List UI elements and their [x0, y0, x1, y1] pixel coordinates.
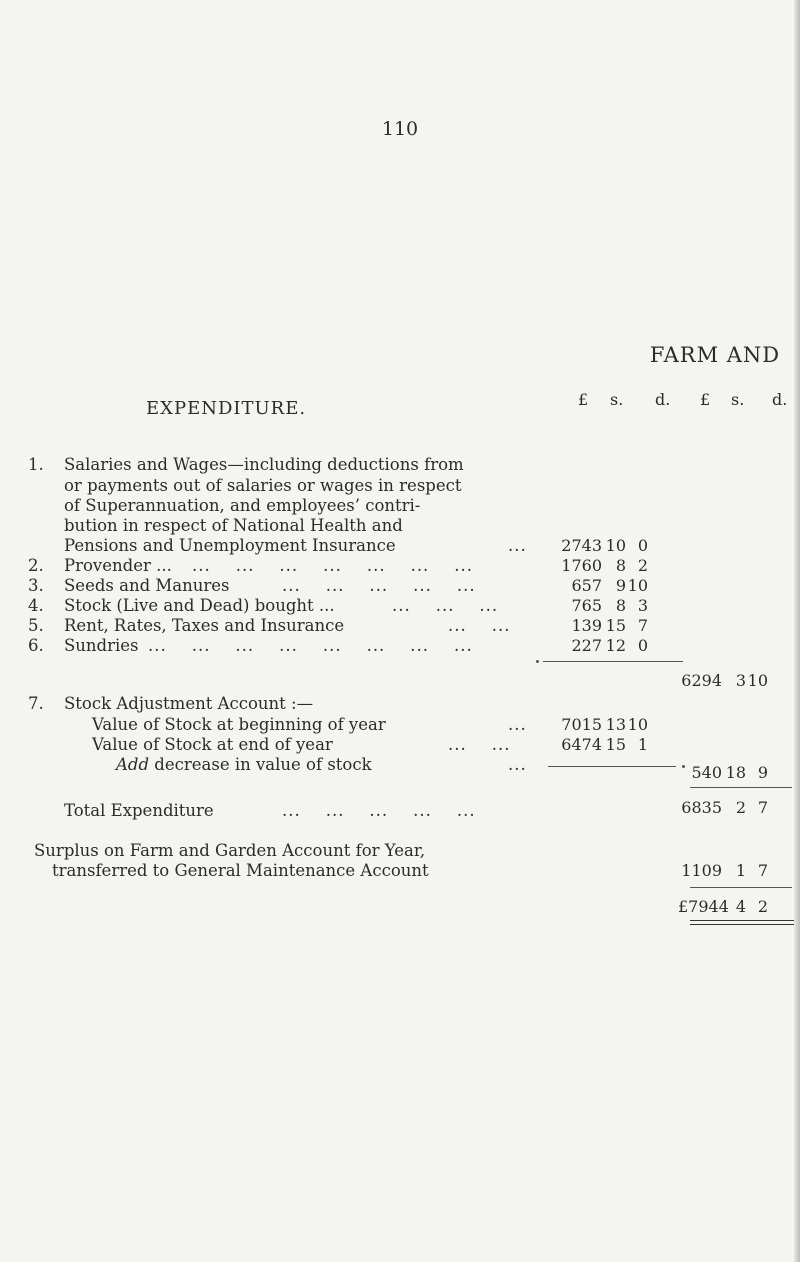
- item-text-line: Seeds and Manures: [64, 576, 230, 595]
- amount-rent-rates: 139 15 7: [571, 616, 648, 635]
- expenditure-title: EXPENDITURE.: [146, 398, 307, 419]
- item-number: 1.: [28, 455, 44, 474]
- amount-total-expenditure: 6835 2 7: [681, 798, 768, 817]
- item-text-line: Stock (Live and Dead) bought ...: [64, 596, 335, 615]
- pence-header-1: d.: [655, 390, 671, 409]
- leader-dots: ... ... ... ... ...: [282, 576, 476, 595]
- item-number: 3.: [28, 576, 44, 595]
- leader-dots: ... ...: [448, 735, 511, 754]
- item-number: 7.: [28, 694, 44, 713]
- subtotal-rule: [543, 661, 683, 662]
- page-edge-shadow: [794, 0, 800, 1262]
- rule-dot: [536, 660, 539, 663]
- leader-dots: ... ... ... ... ... ... ... ...: [148, 636, 473, 655]
- item-number: 4.: [28, 596, 44, 615]
- item-text-line: Pensions and Unemployment Insurance: [64, 536, 396, 555]
- pound-header-2: £: [700, 390, 711, 409]
- stock-adjustment-title: Stock Adjustment Account :—: [64, 694, 314, 713]
- amount-stock-beginning: 7015 13 10: [561, 715, 648, 734]
- shilling-header-1: s.: [610, 390, 624, 409]
- surplus-label-line: Surplus on Farm and Garden Account for Year,: [34, 841, 426, 860]
- amount-seeds: 657 9 10: [571, 576, 648, 595]
- leader-dots: ...: [508, 715, 527, 734]
- pence-header-2: d.: [772, 390, 788, 409]
- amount-salaries: 2743 10 0: [561, 536, 648, 555]
- item-text-line: Salaries and Wages—including deductions from: [64, 455, 464, 474]
- item-number: 6.: [28, 636, 44, 655]
- pound-header-1: £: [578, 390, 589, 409]
- farm-and-garden-heading: FARM AND: [649, 343, 781, 367]
- grand-total-rule: [690, 887, 792, 888]
- leader-dots: ... ... ...: [392, 596, 499, 615]
- amount-surplus: 1109 1 7: [681, 861, 768, 880]
- amount-subtotal-items: 6294 3 10: [681, 671, 768, 690]
- total-rule: [690, 787, 792, 788]
- leader-dots: ...: [508, 536, 527, 555]
- item-number: 5.: [28, 616, 44, 635]
- surplus-label-line: transferred to General Maintenance Account: [52, 861, 429, 880]
- item-text-line: of Superannuation, and employees’ contri-: [64, 496, 421, 515]
- total-expenditure-label: Total Expenditure: [64, 801, 214, 820]
- item-text-line: Sundries: [64, 636, 139, 655]
- leader-dots: ... ... ... ... ...: [282, 801, 476, 820]
- item-text-line: or payments out of salaries or wages in respect: [64, 476, 462, 495]
- item-text-line: Rent, Rates, Taxes and Insurance: [64, 616, 345, 635]
- stock-end-label: Value of Stock at end of year: [92, 735, 333, 754]
- grand-total-double-rule: [690, 920, 794, 925]
- amount-provender: 1760 8 2: [561, 556, 648, 575]
- stock-decrease-label: Add decrease in value of stock: [116, 755, 372, 774]
- item-text-line: bution in respect of National Health and: [64, 516, 403, 535]
- stock-beginning-label: Value of Stock at beginning of year: [92, 715, 386, 734]
- amount-grand-total: £7944 4 2: [678, 897, 768, 916]
- page-number: 110: [381, 118, 419, 140]
- amount-sundries: 227 12 0: [571, 636, 648, 655]
- item-text-line: Provender ...: [64, 556, 172, 575]
- amount-stock-end: 6474 15 1: [561, 735, 648, 754]
- amount-stock-decrease: 540 18 9: [691, 763, 768, 782]
- stock-adjustment-rule: [548, 766, 676, 767]
- shilling-header-2: s.: [731, 390, 745, 409]
- amount-stock-bought: 765 8 3: [571, 596, 648, 615]
- item-number: 2.: [28, 556, 44, 575]
- leader-dots: ...: [508, 755, 527, 774]
- leader-dots: ... ...: [448, 616, 511, 635]
- leader-dots: ... ... ... ... ... ... ...: [192, 556, 474, 575]
